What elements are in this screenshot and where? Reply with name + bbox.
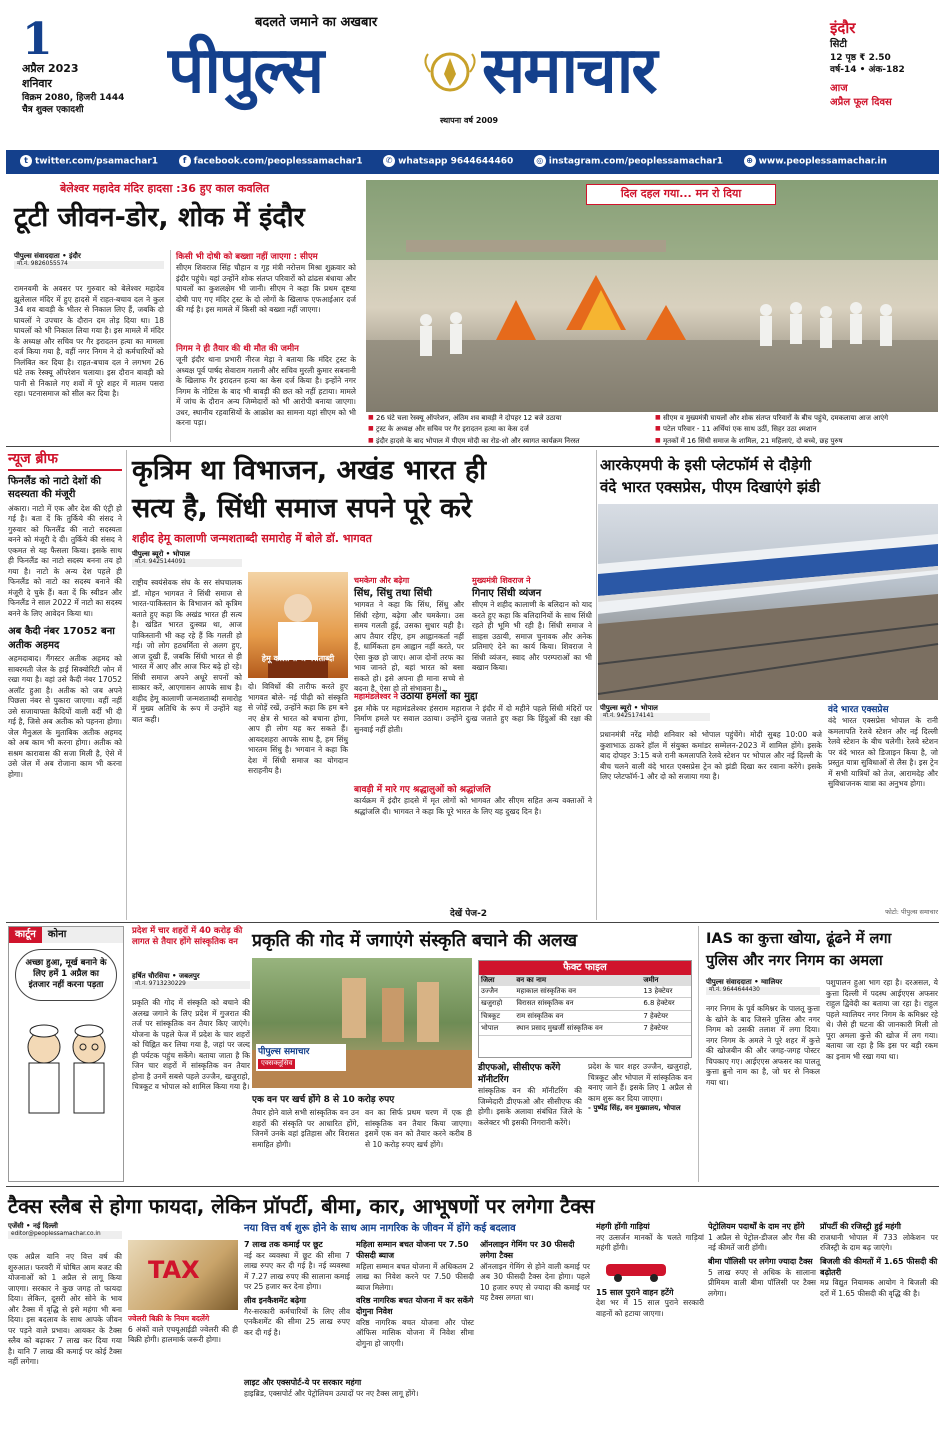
bhagwat-sub2: मुख्यमंत्री शिवराज ने गिनाए सिंधी व्यंजन सीएम ने शहीद कालाणी के बलिदान को याद करते हुए कहा कि बलिदानियों के साथ सिंधी रहते ही भूमि भी रही है। सिंधी समाज ने साहस उठायी, समाज चुनावक और अनेक प्रतिमाएं देने का कार्य किया। शिवराज ने सिंधी व्यंजन, स्वाद और परम्पराओं का भी बखान किया। <box>472 576 592 673</box>
edition-type: सिटी <box>830 39 847 51</box>
bhagwat-sub3: महामंडलेश्वर ने उठाया हमलों का मुद्दा इस मौके पर महामंडलेश्वर हंसराम महाराज ने इंदौर में दो महीने पहले सिंधी मंदिरों पर निर्माण हमले पर सवाल उठाया। उन्होंने दुःख जताते हुए कहा कि हिंदुओं की रक्षा की सुनवाई नहीं होती। <box>354 691 592 734</box>
globe-icon: ⊕ <box>744 155 756 167</box>
issue-day: शनिवार <box>22 76 52 90</box>
dog-byline: पीपुल्स संवाददाता • ग्वालियर मो.नं. 9644644430 <box>706 978 820 995</box>
tax-panel-vehicles: मंहगी होंगी गाड़ियां नए उत्सर्जन मानकों के चलते गाड़ियां महंगी होंगी। 15 साल पुराने वाहन हटेंगे देश भर में 15 साल पुराने सरकारी वाहनों को हटाया जाएगा। <box>596 1222 704 1318</box>
cartoon-title: कार्टून <box>9 927 42 943</box>
tax-label: TAX <box>148 1256 200 1284</box>
fact-file-title: फैक्ट फाइल <box>479 961 691 975</box>
lead-headline: टूटी जीवन-डोर, शोक में इंदौर <box>14 202 305 233</box>
tax-image <box>128 1240 238 1310</box>
table-row: भोपाल स्थान प्रसाद मुखर्जी सांस्कृतिक वन 7 हेक्टेयर <box>479 1023 691 1035</box>
tax-p12: ज्वेलरी बिक्री के नियम बदलेंगे 6 अंकों वाले एचयूआईडी ज्वेलरी की ही बिक्री होगी। हालमार्क जरूरी होगा। <box>128 1314 238 1344</box>
pages-price: 12 पृष्ठ ₹ 2.50 <box>830 52 891 63</box>
tithi: चैत्र शुक्ल एकादशी <box>22 104 84 115</box>
today-event: अप्रैल फूल दिवस <box>830 96 892 108</box>
fact-file <box>478 960 692 1058</box>
lead-captions-right: ■ सीएम व मुख्यमंत्री घायलों और शोक संतप्त परिवारों के बीच पहुंचे, दमकलाया आज आएंगे ■ पटेल परिवार - 11 अर्थियां एक साथ उठीं, सिहर उठा श्मशान ■ मृतकों में 16 सिंधी समाज के शामिल, 21 महिलाएं, दो बच्चे, छह पुरुष <box>655 414 939 448</box>
tagline: बदलते जमाने का अखबार <box>255 15 378 30</box>
lead-byline: पीपुल्स संवाददाता • इंदौर मो.नं. 9826055574 <box>14 252 164 269</box>
photo-banner: दिल दहल गया... मन रो दिया <box>586 184 776 205</box>
cartoon-characters-illustration <box>9 1007 123 1137</box>
forest-body: प्रकृति की गोद में संस्कृति को बचाने की अलख जगाने के लिए प्रदेश में गुजरात की तर्ज पर सांस्कृतिक वन तैयार किए जाएंगे। योजना के पहले फेज में प्रदेश के चार शहरों को चिह्नित कर लिया गया है, जहां पर जल्द ही पर्यटक पहुंच सकेंगे। बताया जाता है कि जिन चार शहरों में सांस्कृतिक वन तैयार होना है उनमें सबसे पहले उज्जैन, खजुराहो, चित्रकूट व भोपाल को शामिल किया गया है। <box>132 998 250 1091</box>
title-left: पीपुल्स <box>168 34 323 108</box>
cartoon-box <box>8 926 124 1182</box>
social-bar <box>6 150 939 174</box>
social-twitter[interactable]: t twitter.com/psamachar1 <box>20 155 158 168</box>
table-row: उज्जैन महाकाल सांस्कृतिक वन 13 हेक्टेयर <box>479 986 691 998</box>
dog-col1: नगर निगम के पूर्व कमिश्नर के पालतू कुत्ता के खोने के बाद जिसने पुलिस और नगर निगम को उसकी तलाश में लगा दिया। नगर निगम के अमले ने पूरे शहर में कुत्ते की खोजबीन की और जगह-जगह पोस्टर चिपकाए गए। आईएएस अफसर का पालतू कुत्ता ब्रुनो नाम का है, जो घर से निकल गया था। <box>706 1004 820 1087</box>
cremation-scene-illustration <box>366 180 938 412</box>
issue-date: अप्रैल 2023 <box>22 62 79 75</box>
forest-kicker: प्रदेश में चार शहरों में 40 करोड़ की लागत से तैयार होंगे सांस्कृतिक वन <box>132 926 243 948</box>
train-illustration <box>598 504 938 700</box>
vande-headline: आरकेएमपी के इसी प्लेटफॉर्म से दौड़ेगी वंदे भारत एक्सप्रेस, पीएम दिखाएंगे झंडी <box>600 456 821 496</box>
today-label: आज <box>830 83 848 95</box>
exclusive-logo: पीपुल्स समाचार एक्सक्लूसिव <box>256 1044 346 1071</box>
forest-quote: प्रदेश के चार शहर उज्जैन, खजुराहो, चित्रकूट और भोपाल में सांस्कृतिक वन बनाए जाने हैं। इसके लिए 1 अप्रैल से काम शुरू कर दिया जाएगा। - पुष्पेंद्र सिंह, वन मुख्यालय, भोपाल <box>588 1062 692 1112</box>
bhagwat-byline: पीपुल्स ब्यूरो • भोपाल मो.नं. 9425144091 <box>132 550 242 567</box>
bhagwat-headline: कृत्रिम था विभाजन, अखंड भारत ही सत्य है, सिंधी समाज सपने पूरे करे <box>132 455 487 524</box>
bhagwat-sub4: बावड़ी में मारे गए श्रद्धालुओं को श्रद्धांजलि कार्यक्रम में इंदौर हादसे में मृत लोगों को भागवत और सीएम सहित अन्य वक्ताओं ने श्रद्धांजलि दी। भागवत ने कहा कि पूरे भारत के लिए यह दुखद दिन है। <box>354 785 592 816</box>
title-right: समाचार <box>482 34 656 108</box>
tax-panel-petrol: पेट्रोलियम पदार्थों के दाम नए होंगे 1 अप्रैल से पेट्रोल-डीजल और गैस की नई कीमतें जारी होंगी। बीमा पॉलिसी पर लगेगा ज्यादा टैक्स 5 लाख रुपए से अधिक के सालाना प्रीमियम वाली बीमा पॉलिसी पर टैक्स लगेगा। <box>708 1222 816 1298</box>
table-row: चित्रकूट राम सांस्कृतिक वन 7 हेक्टेयर <box>479 1010 691 1022</box>
bhagwat-col2: दो। विविधों की तारीफ करते हुए भागवत बोले- नई पीढ़ी को संस्कृति से जोड़ें रखें, उन्होंने कहा कि हम बने नए क्षेत्र से भारत को बचाना होगा, आप ही लोग यह कर सकते हैं। आयदशहरा आपके साथ है, हम सिंधु भारतम सिंधु है। भगवान ने कहा कि देश में सिंधी समाज का योगदान सराहनीय है। <box>248 682 348 775</box>
founded-year: स्थापना वर्ष 2009 <box>440 116 499 125</box>
brief-2-body: अहमदाबाद। गैंगस्टर अतीक अहमद को साबरमती जेल के हाई सिक्योरिटी जोन में रखा गया है। वहां उसे कैदी नंबर 17052 अलॉट हुआ है। अतीक को जब अपने पिछला नंबर से पुकारा जाएगा। वहीं नहीं उसे सजायाफ्ता कैदियों वाली वर्दी भी दी गई है, जिसे अब अतीक को पहनना होगा। जेल मैनुअल के मुताबिक अतीक अहमद को अब काम भी करना होगा। अतीक को सश्रम कारावास की सजा मिली है, ऐसे में उसे जेल में अब रोजाना काम भी करना होगा। <box>8 654 122 779</box>
vande-photo-credit: फोटो: पीपुल्स समाचार <box>885 908 938 916</box>
edition-city: इंदौर <box>830 19 856 37</box>
lead-box-nigam: निगम ने ही तैयार की थी मौत की जमीन जूनी इंदौर थाना प्रभारी नीरज मेड़ा ने बताया कि मंदिर ट्रस्ट के अध्यक्ष पूर्व पार्षद सेवाराम गलानी और सचिव मुरली कुमार सबनानी के खिलाफ गैर इरादतन हत्या का केस दर्ज किया है। इन्होंने नगर निगम के नोटिस के बाद भी बावड़ी की छत को नहीं हटाया। मामले में जांच के दौरान अन्य जिम्मेदारों को भी आरोपी बनाया जाएगा। उधर, स्थानीय रहवासियों के आक्रोश का सामना यहां सीएम को भी करना पड़ा। <box>176 344 356 428</box>
bhagwat-photo <box>248 572 348 678</box>
brief-1-body: अंकारा। नाटो में एक और देश की एंट्री हो गई है। बता दें कि तुर्किये की संसद ने गुरुवार को फिनलैंड की नाटो सदस्यता बनने को मंजूरी दे दी। तुर्किये की संसद ने एकमत से यह फैसला किया। इसके साथ ही फिनलैंड का नाटो सदस्य बनना तय हो गया है। नाटो के अन्य देश पहले ही फिनलैंड को नाटो का सदस्य बनाने की मंजूरी दे चुके हैं। बता दें कि स्वीडन और फिनलैंड ने साल 2022 में नाटो का सदस्य बनने के लिए आवेदन किया था। <box>8 503 122 618</box>
masthead <box>0 0 945 150</box>
twitter-icon: t <box>20 155 32 167</box>
cartoon-corner: कोना <box>42 927 123 943</box>
tax-panel-income: 7 लाख तक कमाई पर छूट नई कर व्यवस्था में छूट की सीमा 7 लाख रुपए कर दी गई है। नई व्यवस्था में 7.27 लाख रुपए की सालाना कमाई पर 25 हजार कर देना होगा। लीव इनकैशमेंट बढ़ेगा गैर-सरकारी कर्मचारियों के लिए लीव एनकैशमेंट की सीमा 25 लाख रुपए कर दी गई है। <box>244 1240 350 1337</box>
vikram-samvat: विक्रम 2080, हिजरी 1444 <box>22 92 125 103</box>
edition-block <box>830 18 940 138</box>
dog-headline: IAS का कुत्ता खोया, ढूंढने में लगा पुलिस और नगर निगम का अमला <box>706 931 892 969</box>
news-brief <box>8 450 122 930</box>
tax-panel-property: प्रॉपर्टी की रजिस्ट्री हुई महंगी राजधानी भोपाल में 733 लोकेशन पर रजिस्ट्री के दाम बढ़ जाएंगे। बिजली की कीमतों में 1.65 फीसदी की बढ़ोतरी मप्र विद्युत नियामक आयोग ने बिजली की दरों में 1.65 फीसदी की वृद्धि की है। <box>820 1222 938 1298</box>
instagram-icon: ◎ <box>534 155 546 167</box>
see-page-link[interactable]: देखें पेज-2 <box>450 909 488 919</box>
vande-photo-train <box>598 504 938 700</box>
dfo-box: डीएफओ, सीसीएफ करेंगे मॉनीटरिंग सांस्कृतिक वन की मॉनीटरिंग की जिम्मेदारी डीएफओ और सीसीएफ की होगी। इसके अलावा संबंधित जिले के कलेक्टर भी इसकी निगरानी करेंगे। <box>478 1063 582 1127</box>
vande-sub: वंदे भारत एक्सप्रेस वंदे भारत एक्सप्रेस भोपाल के रानी कमलापति रेलवे स्टेशन और नई दिल्ली रेलवे स्टेशन के बीच चलेगी। रेलवे स्टेशन पर वंदे भारत को डिजाइन किया है, जो प्रस्तुत यात्रा सुविधाओं से लैस है। इस ट्रेन में सभी यात्रियों को तेज, आरामदेह और सुविधाजनक यात्रा का अनुभव होगा। <box>828 705 938 789</box>
car-icon <box>596 1254 676 1284</box>
issue-number: 1 <box>22 14 53 65</box>
bhagwat-sub1: चमकेगा और बढ़ेगा सिंध, सिंधु तथा सिंधी भागवत ने कहा कि सिंध, सिंधु और सिंधी रहेगा, बढ़ेगा और चमकेगा। उस समय गलती हुई, उसका सुधार यही है। आप तैयार रहिए, हम आह्वानकर्ता नहीं हैं, धार्मिकता हम आह्वान नहीं करते, पर ऐसा कुछ हो जाए। आज दोनों तरफ का भाव जानते हो, बहां भारत को बसा सकते हो। इसे अपना ही माना सच्चे से बदना है, ऐसा हो तो संभावना है। <box>354 576 464 694</box>
dog-col2: पशुपालन हुआ भाग रहा है। दरअसल, ये कुत्ता दिल्ली में पदस्थ आईएएस अफसर राहुल द्विवेदी का बताया जा रहा है। राहुल पहले ग्वालियर नगर निगम के कमिश्नर रहे थे। जैसे ही घटना की जानकारी मिली तो पूरा अमला कुत्ते की खोज में लग गया। बताया जा रहा है कि इस पर बड़ी रकम का इनाम भी रखा गया था। <box>826 978 938 1061</box>
forest-headline: प्रकृति की गोद में जगाएंगे संस्कृति बचाने की अलख <box>252 931 578 951</box>
facebook-icon: f <box>179 155 191 167</box>
bhagwat-subhead: शहीद हेमू कालाणी जन्मशताब्दी समारोह में बोले डॉ. भागवत <box>132 532 372 545</box>
tax-byline: एजेंसी • नई दिल्ली editor@peoplessamachar.co.in <box>8 1222 122 1239</box>
lead-box-cm: किसी भी दोषी को बख्शा नहीं जाएगा : सीएम सीएम शिवराज सिंह चौहान व गृह मंत्री नरोत्तम मिश्रा शुक्रवार को इंदौर पहुंचे। यहां उन्होंने शोक संतप्त परिवारों को ढांढस बंधाया और घायलों का कुशलक्षेम भी जानी। सीएम ने कहा कि प्रथम दृष्टया दोषी पाए गए मंदिर ट्रस्ट के दो लोगों के खिलाफ एफआईआर दर्ज की गई है। इस मामले में किसी को बख्शा नहीं जाएगा। <box>176 252 356 315</box>
fact-table: जिला वन का नाम जमीन उज्जैन महाकाल सांस्कृतिक वन 13 हेक्टेयर खजुराहो विरासत सांस्कृतिक वन 6.8 हेक्टेयर चित्रकूट राम सांस्कृतिक वन 7 हेक्टेयर भोपाल स्थान प्रसाद मुखर्जी सांस्कृतिक वन 7 हेक्टेयर <box>479 975 691 1036</box>
tax-headline: टैक्स स्लैब से होगा फायदा, लेकिन प्रॉपर्टी, बीमा, कार, आभूषणों पर लगेगा टैक्स <box>8 1194 595 1218</box>
whatsapp-icon: ✆ <box>383 155 395 167</box>
brief-1-headline: फिनलैंड को नाटो देशों की सदस्यता की मंजूरी <box>8 475 101 501</box>
issue-date-block <box>22 14 132 138</box>
tax-panel-women: महिला सम्मान बचत योजना पर 7.50 फीसदी ब्याज महिला सम्मान बचत योजना में अधिकतम 2 लाख का निवेश करने पर 7.50 फीसदी ब्याज मिलेगा। वरिष्ठ नागरिक बचत योजना में कर सकेंगे दोगुना निवेश वरिष्ठ नागरिक बचत योजना और पोस्ट ऑफिस मासिक योजना में निवेश सीमा दोगुना हो जाएगी। <box>356 1240 474 1348</box>
tax-panel-gaming: ऑनलाइन गेमिंग पर 30 फीसदी लगेगा टैक्स ऑनलाइन गेमिंग से होने वाली कमाई पर अब 30 फीसदी टैक्स देना होगा। पहले 10 हजार रुपए से ज्यादा की कमाई पर यह टैक्स लगता था। <box>480 1240 590 1303</box>
news-brief-title: न्यूज ब्रीफ <box>8 450 122 471</box>
brief-2-headline: अब कैदी नंबर 17052 बना अतीक अहमद <box>8 626 115 651</box>
forest-photo <box>252 958 472 1088</box>
tax-body: एक अप्रैल यानि नए वित्त वर्ष की शुरुआत। फरवरी में घोषित आम बजट की योजनाओं को 1 अप्रैल से लागू किया जाएगा। सरकार ने कुछ जगह तो फायदा दिया। लेकिन, दूसरी ओर सोने के भाव और टैक्स में वृद्धि से इसे महंगा भी बना दिया। इस बदलाव के साथ आपके जीवन पर पड़ने वाले प्रभाव। आयकर के टैक्स स्लैब को बढ़ाकर 7 लाख कर दिया गया है। यानि 7 लाख की कमाई पर कोई टैक्स नहीं लगेगा। <box>8 1252 122 1366</box>
vande-body: प्रधानमंत्री नरेंद्र मोदी शनिवार को भोपाल पहुंचेंगे। मोदी सुबह 10:00 बजे कुशाभाऊ ठाकरे हॉल में संयुक्त कमांडर सम्मेलन-2023 में शामिल होंगे। इसके बाद दोपहर 3:15 बजे रानी कमलापति रेलवे स्टेशन पर भोपाल और नई दिल्ली के बीच चलने वाली वंदे भारत एक्सप्रेस ट्रेन को झंडी दिखा कर रवाना करेंगे। इसके लिए प्लेटफॉर्म-1 और दो को सजाया गया है। <box>600 730 822 781</box>
bhagwat-photo-label: हेमू कालाणी जन्मशताब्दी <box>261 654 335 663</box>
pen-nib-emblem-icon <box>420 42 480 102</box>
volume-issue: वर्ष-14 • अंक-182 <box>830 64 905 75</box>
social-whatsapp[interactable]: ✆ whatsapp 9644644460 <box>383 155 513 168</box>
tax-subhead: नया वित्त वर्ष शुरू होने के साथ आम नागरिक के जीवन में होंगे कई बदलाव <box>244 1223 516 1234</box>
tax-panel-export: लाइट और एक्सपोर्ट-ये पर सरकार महंगा हाइब्रिड, एक्सपोर्ट और पेट्रोलियम उत्पादों पर नए टैक्स लागू होंगे। <box>244 1378 419 1398</box>
lead-body: रामनवमी के अवसर पर गुरुवार को बेलेश्वर महादेव झूलेलाल मंदिर में हुए हादसे में राहत-बचाव दल ने कुल 34 शव बावड़ी के भीतर से निकाल लिए हैं, जबकि दो घायलों ने उपचार के दौरान दम तोड़ दिया था। 18 घायलों को भी निकाल लिया गया है। इस मामले में मंदिर के अध्यक्ष और सचिव पर गैर इरादतन हत्या का मामला दर्ज किया गया है, वहीं नगर निगम ने दो कर्मचारियों को निलंबित कर दिया है। राहत-बचाव दल ने लगभग 26 घंटे तक रेस्क्यू ऑपरेशन चलाया। इस दौरान बावड़ी को पानी से निकाले गए शवों में पूरे शहर में मातम पसरा रहा। पटनासमाज को सील कर दिया है। <box>14 284 164 398</box>
forest-byline: हर्षित चौरसिया • जबलपुर मो.नं. 9713230229 <box>132 972 250 989</box>
vande-byline: पीपुल्स ब्यूरो • भोपाल मो.नं. 9425174141 <box>600 704 710 721</box>
social-instagram[interactable]: ◎ instagram.com/peoplessamachar1 <box>534 155 723 168</box>
lead-photo-cremation <box>366 180 938 412</box>
social-website[interactable]: ⊕ www.peoplessamachar.in <box>744 155 887 168</box>
bhagwat-col1: राष्ट्रीय स्वयंसेवक संघ के सर संघचालक डॉ. मोहन भागवत ने सिंधी समाज से भारत-पाकिस्तान के विभाजन को कृत्रिम बताते हुए कहा कि अखंड भारत ही सत्य है। खंडित भारत दुःस्वप्न था, आज पाकिस्तानी भी कह रहे हैं कि गलती हो गई। जो लोग हठधर्मिता से अलग हुए, आज दुखी हैं, जबकि सिंधी भारत से ही भारत में आए और आज फिर बढ़े हो रहे। सिंधी समाज अपने अधूरे सपनों को साकार करें, आएगासन आपके साथ है। शहीद हेमू कालाणी जन्मशताब्दी समारोह में मुख्य अतिथि के रूप में उन्होंने यह बात कही। <box>132 578 242 724</box>
table-row: खजुराहो विरासत सांस्कृतिक वन 6.8 हेक्टेयर <box>479 998 691 1010</box>
masthead-emblem <box>420 42 480 102</box>
social-facebook[interactable]: f facebook.com/peoplessamachar1 <box>179 155 363 168</box>
cartoon-speech: अच्छा हुआ, मूर्ख बनाने के लिए हमें 1 अप्रैल का इंतजार नहीं करना पड़ता <box>15 949 117 1001</box>
lead-captions-left: ■ 26 घंटे चला रेस्क्यू ऑपरेशन, अंतिम शव बावड़ी ने दोपहर 12 बजे उठाया ■ ट्रस्ट के अध्यक्ष और सचिव पर गैर इरादतन हत्या का केस दर्ज ■ इंदौर हादसे के बाद भोपाल में पीएम मोदी का रोड-शो और स्वागत कार्यक्रम निरस्त <box>368 414 648 448</box>
forest-sub: एक वन पर खर्च होंगे 8 से 10 करोड़ रुपए तैयार होने वाले सभी सांस्कृतिक वन उन शहरों की संस्कृति पर आधारित होंगे, जिनमें उनके वहां इतिहास और विरासत समाहित होगी। वन का सिर्फ प्रथम चरण में एक ही सांस्कृतिक वन तैयार किया जाएगा। इसमें एक वन को तैयार करने करीब 8 से 10 करोड़ रुपए खर्च होंगे। <box>252 1095 472 1149</box>
lead-kicker: बेलेश्वर महादेव मंदिर हादसा :36 हुए काल कवलित <box>60 182 270 195</box>
